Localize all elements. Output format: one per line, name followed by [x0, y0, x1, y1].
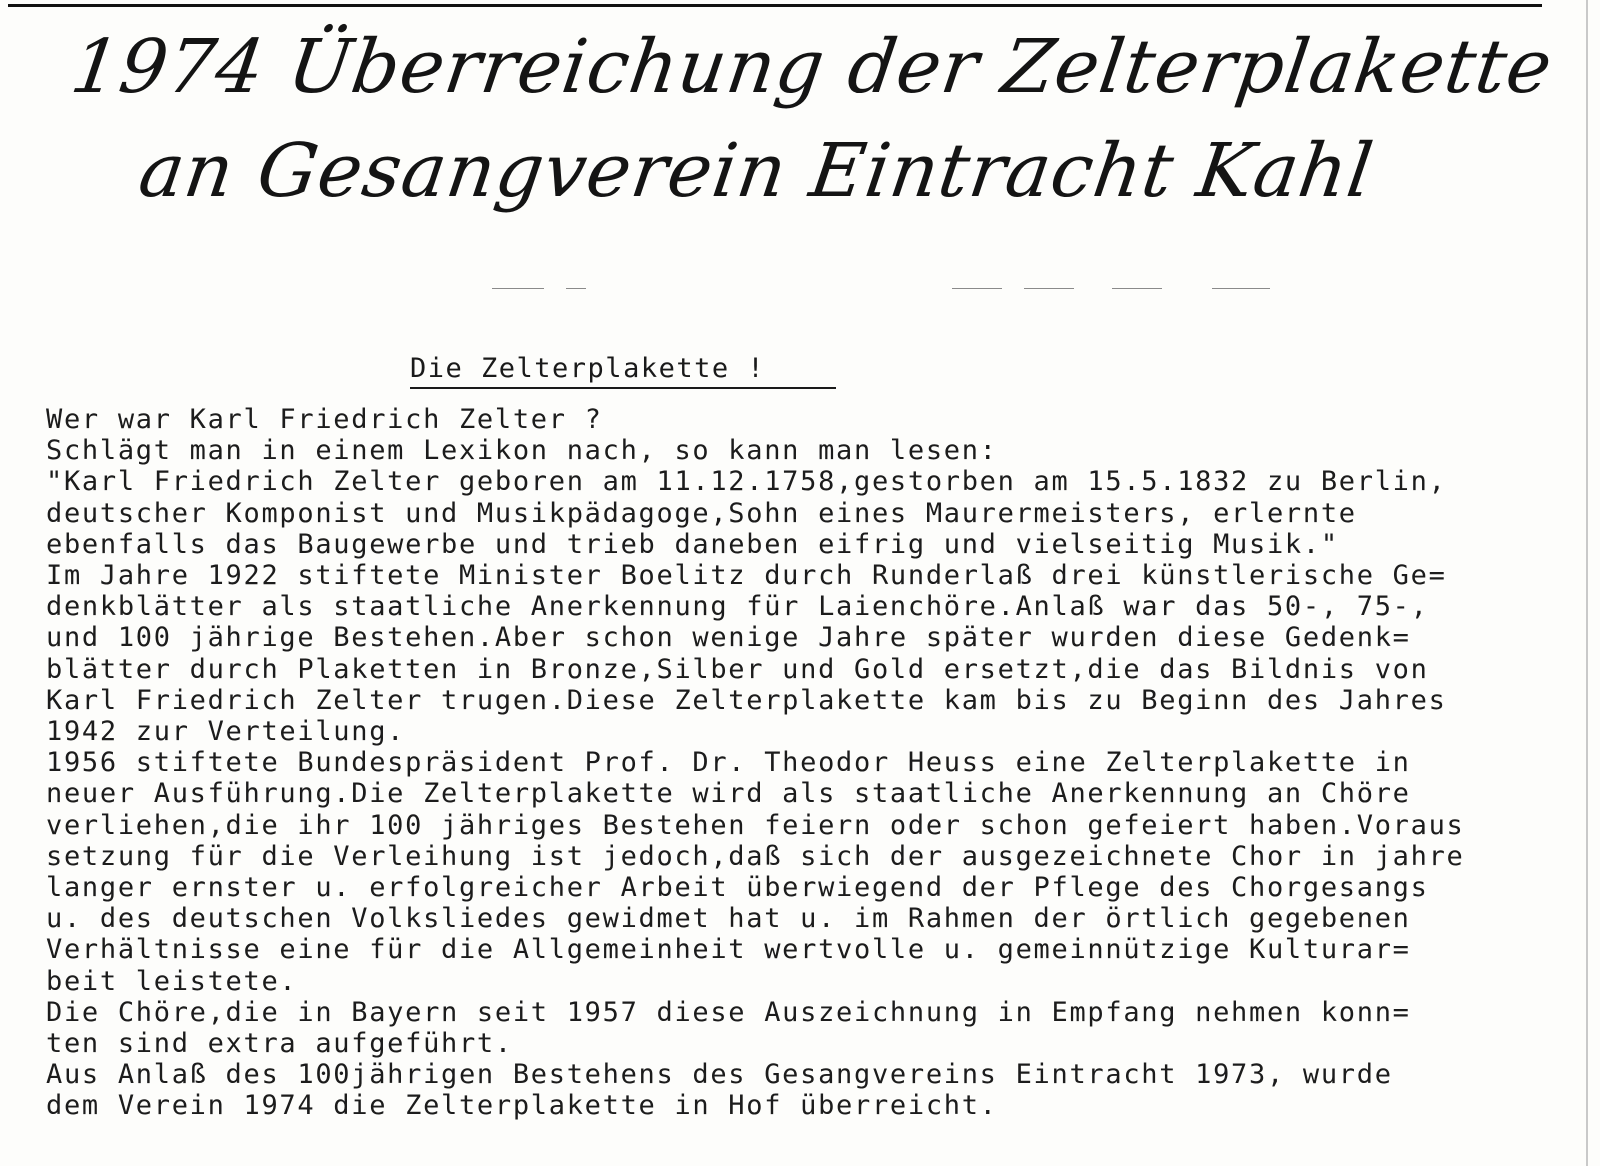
- body-text-line: Die Chöre,die in Bayern seit 1957 diese Auszeichnung in Empfang nehmen konn=: [46, 996, 1411, 1028]
- page-right-edge: [1586, 0, 1588, 1166]
- body-text-line: verliehen,die ihr 100 jähriges Bestehen feiern oder schon gefeiert haben.Voraus: [46, 809, 1465, 841]
- separator-dash: [952, 288, 1002, 289]
- separator-dash: [492, 288, 544, 289]
- body-text-line: beit leistete.: [46, 965, 298, 997]
- body-text-line: ebenfalls das Baugewerbe und trieb daneben eifrig und vielseitig Musik.": [46, 528, 1339, 560]
- body-text-line: langer ernster u. erfolgreicher Arbeit überwiegend der Pflege des Chorgesangs: [46, 872, 1429, 904]
- separator-dash: [566, 288, 586, 289]
- top-border-line: [8, 4, 1542, 7]
- body-text-line: Aus Anlaß des 100jährigen Bestehens des Gesangvereins Eintracht 1973, wurde: [46, 1059, 1393, 1091]
- body-text-line: neuer Ausführung.Die Zelterplakette wird als staatliche Anerkennung an Chöre: [46, 778, 1411, 810]
- section-heading: Die Zelterplakette !: [410, 353, 766, 384]
- body-text-line: blätter durch Plaketten in Bronze,Silber und Gold ersetzt,die das Bildnis von: [46, 653, 1429, 685]
- typed-body-text: [46, 404, 1576, 1122]
- body-text-line: 1956 stiftete Bundespräsident Prof. Dr. Theodor Heuss eine Zelterplakette in: [46, 747, 1411, 779]
- body-text-line: "Karl Friedrich Zelter geboren am 11.12.1758,gestorben am 15.5.1832 zu Berlin,: [46, 466, 1447, 498]
- separator-dash: [1024, 288, 1074, 289]
- body-text-line: ten sind extra aufgeführt.: [46, 1028, 513, 1060]
- body-text-line: Karl Friedrich Zelter trugen.Diese Zelterplakette kam bis zu Beginn des Jahres: [46, 684, 1447, 716]
- body-text-line: Verhältnisse eine für die Allgemeinheit wertvolle u. gemeinnützige Kulturar=: [46, 934, 1411, 966]
- body-text-line: denkblätter als staatliche Anerkennung für Laienchöre.Anlaß war das 50-, 75-,: [46, 591, 1429, 623]
- body-text-line: 1942 zur Verteilung.: [46, 716, 406, 748]
- heading-underline: [410, 387, 836, 389]
- body-text-line: Wer war Karl Friedrich Zelter ?: [46, 404, 603, 435]
- body-text-line: u. des deutschen Volksliedes gewidmet hat u. im Rahmen der örtlich gegebenen: [46, 903, 1411, 935]
- body-text-line: dem Verein 1974 die Zelterplakette in Hof überreicht.: [46, 1090, 998, 1122]
- handwritten-title-line-2: an Gesangverein Eintracht Kahl: [133, 128, 1379, 214]
- body-text-line: deutscher Komponist und Musikpädagoge,Sohn eines Maurermeisters, erlernte: [46, 497, 1357, 529]
- body-text-line: Im Jahre 1922 stiftete Minister Boelitz durch Runderlaß drei künstlerische Ge=: [46, 560, 1447, 592]
- body-text-line: setzung für die Verleihung ist jedoch,daß sich der ausgezeichnete Chor in jahre: [46, 840, 1465, 872]
- handwritten-title-line-1: 1974 Überreichung der Zelterplakette: [65, 24, 1558, 110]
- body-text-line: und 100 jährige Bestehen.Aber schon wenige Jahre später wurden diese Gedenk=: [46, 622, 1411, 654]
- body-text-line: Schlägt man in einem Lexikon nach, so kann man lesen:: [46, 435, 998, 467]
- separator-dash: [1112, 288, 1162, 289]
- separator-dash: [1212, 288, 1270, 289]
